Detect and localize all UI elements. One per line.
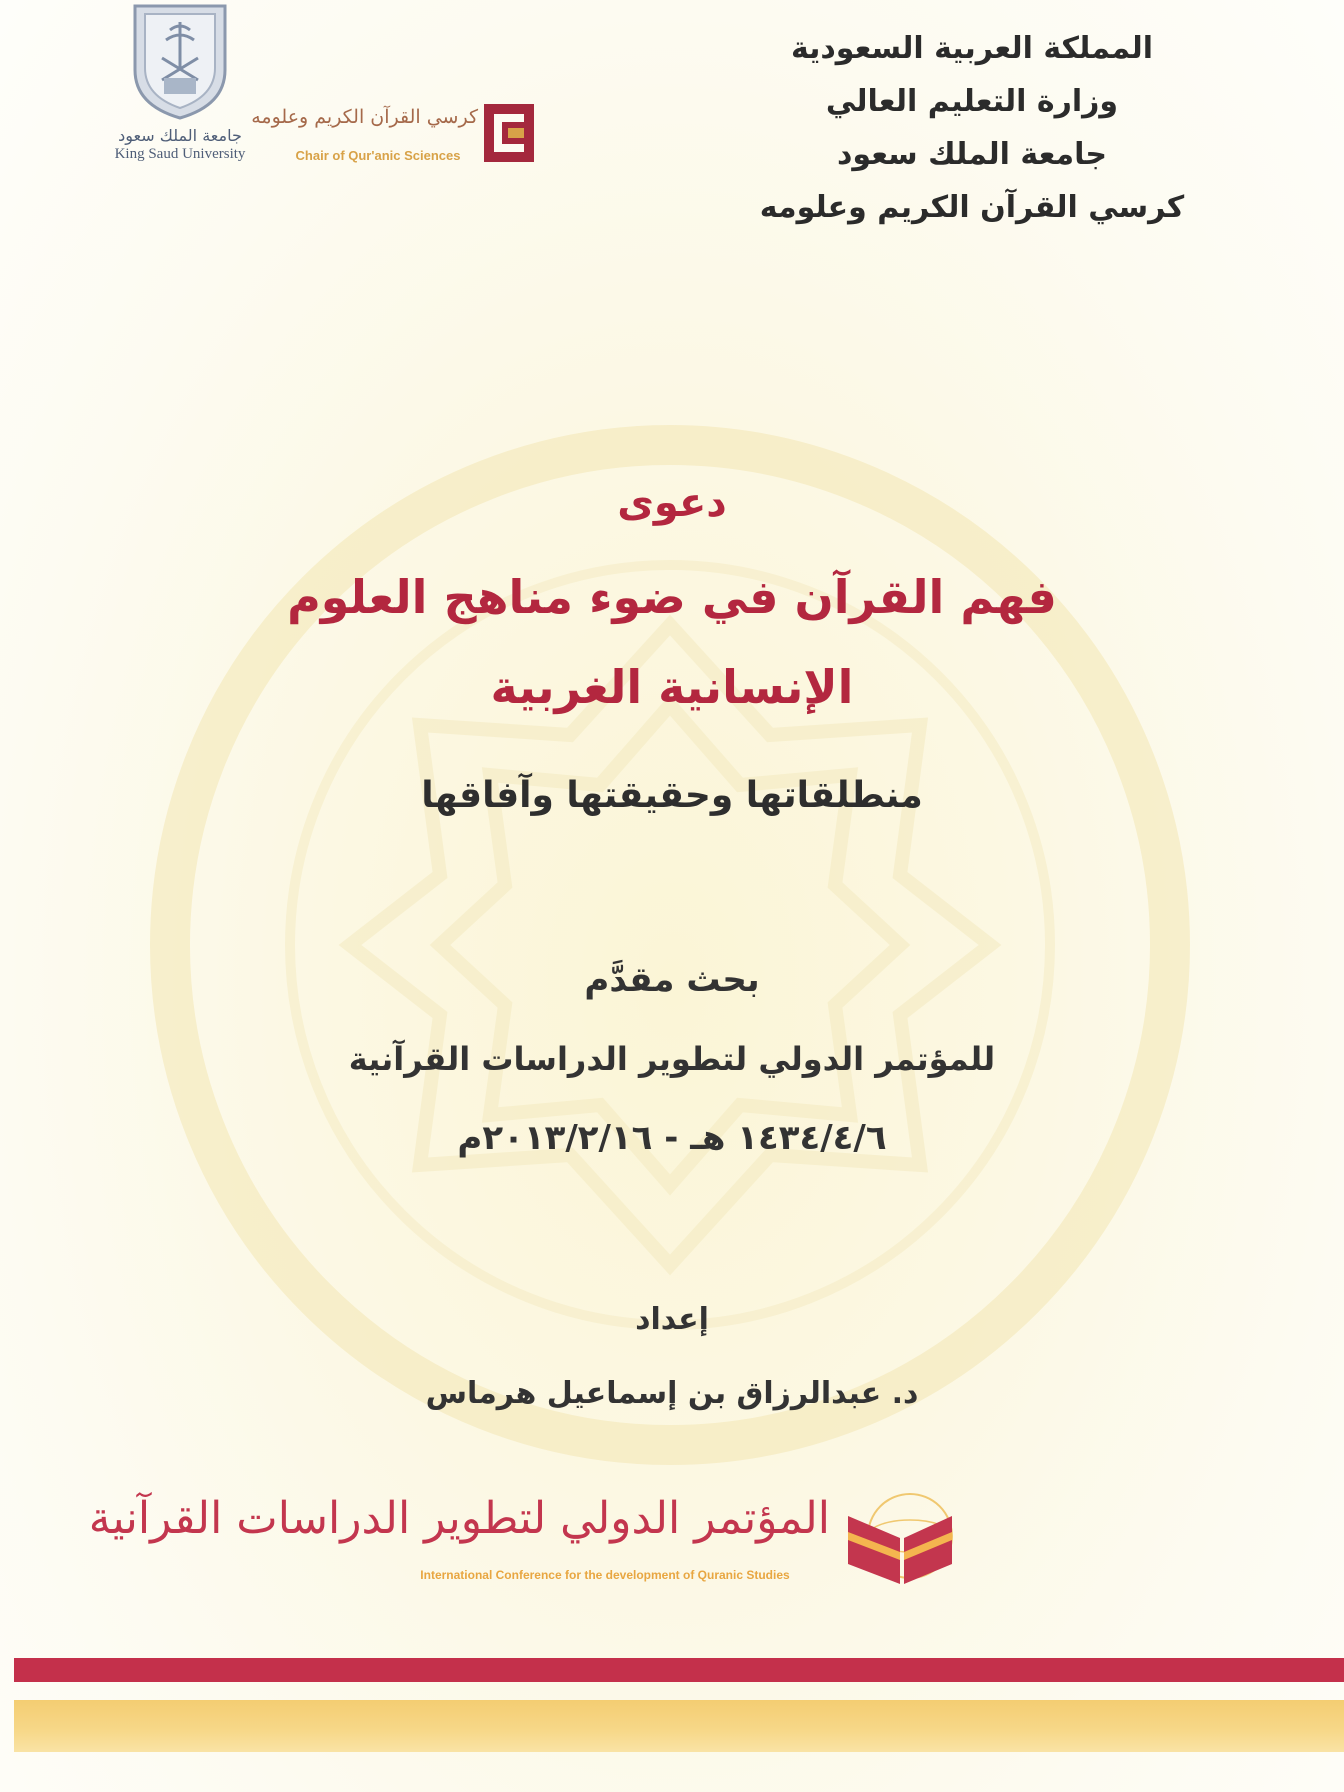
title-main-line-2: الإنسانية الغربية xyxy=(490,660,854,714)
header-institution-lines xyxy=(712,22,1232,234)
chair-name-arabic: كرسي القرآن الكريم وعلومه xyxy=(251,106,478,128)
ksu-name-english: King Saud University xyxy=(114,146,246,162)
header-university: جامعة الملك سعود xyxy=(837,137,1107,172)
title-main-line-1: فهم القرآن في ضوء مناهج العلوم xyxy=(287,570,1057,624)
header-ministry: وزارة التعليم العالي xyxy=(825,84,1119,119)
header-chair: كرسي القرآن الكريم وعلومه xyxy=(759,190,1185,225)
conference-name-english: International Conference for the development of Quranic Studies xyxy=(420,1568,790,1582)
footer-band-red xyxy=(14,1658,1344,1682)
footer-band-gold xyxy=(14,1700,1344,1752)
title-subtitle: منطلقاتها وحقيقتها وآفاقها xyxy=(421,775,923,816)
chair-name-english: Chair of Qur'anic Sciences xyxy=(295,148,461,163)
open-book-icon xyxy=(840,1486,970,1596)
author-name: د. عبدالرزاق بن إسماعيل هرماس xyxy=(425,1376,919,1411)
header-country: المملكة العربية السعودية xyxy=(790,31,1154,66)
author-label: إعداد xyxy=(635,1302,709,1337)
ksu-name-arabic: جامعة الملك سعود xyxy=(118,126,242,145)
submission-date: ١٤٣٤/٤/٦ هـ - ٢٠١٣/٢/١٦م xyxy=(457,1118,887,1158)
conference-name-arabic: المؤتمر الدولي لتطوير الدراسات القرآنية xyxy=(88,1493,830,1544)
submission-label: بحث مقدَّم xyxy=(584,960,760,1000)
submission-conference: للمؤتمر الدولي لتطوير الدراسات القرآنية xyxy=(348,1040,996,1078)
title-lead: دعوى xyxy=(617,480,727,526)
